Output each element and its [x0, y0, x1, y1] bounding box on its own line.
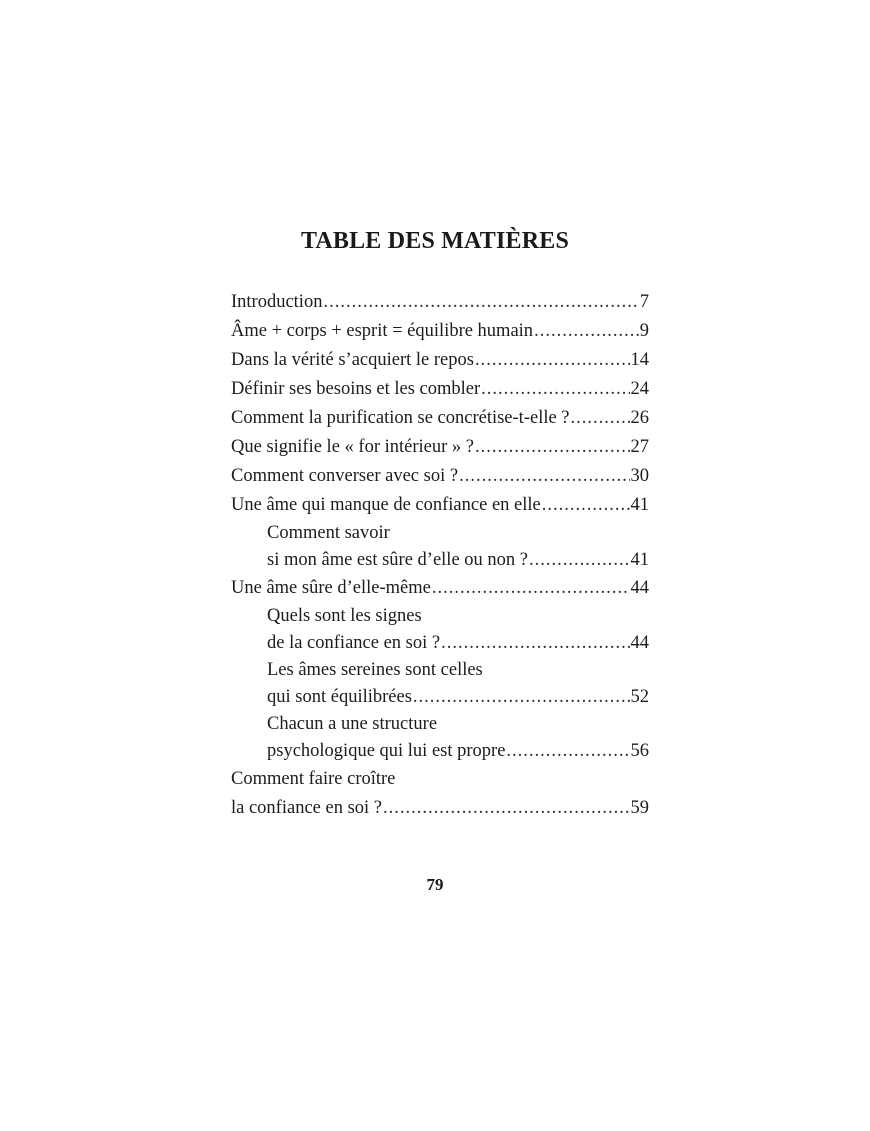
toc-entry-text: de la confiance en soi ? — [267, 633, 441, 653]
toc-entry-text-line1: Les âmes sereines sont celles — [267, 660, 483, 680]
toc-subentry[interactable] — [231, 711, 649, 765]
toc-entry-text-line1: Comment faire croître — [231, 769, 396, 789]
dot-leader — [506, 738, 629, 765]
toc-entry-text-line1: Chacun a une structure — [267, 714, 438, 734]
dot-leader — [441, 630, 629, 657]
toc-entry-page: 44 — [630, 633, 649, 653]
dot-leader — [413, 684, 630, 711]
toc-entry-text: Comment la purification se concrétise-t-elle ? — [231, 408, 570, 428]
dot-leader — [475, 346, 630, 375]
toc-list — [231, 288, 649, 823]
dot-leader — [481, 375, 629, 404]
toc-entry[interactable] — [231, 404, 649, 433]
toc-entry-page: 24 — [630, 379, 649, 399]
toc-entry[interactable] — [231, 462, 649, 491]
dot-leader — [432, 574, 630, 603]
toc-entry-text: Dans la vérité s’acquiert le repos — [231, 350, 474, 370]
toc-entry-text: Une âme sûre d’elle-même — [231, 578, 431, 598]
dot-leader — [534, 317, 639, 346]
toc-entry-text-line1: Quels sont les signes — [267, 606, 422, 626]
toc-entry-text: Une âme qui manque de confiance en elle — [231, 495, 541, 515]
toc-title: TABLE DES MATIÈRES — [300, 228, 570, 254]
toc-entry[interactable] — [231, 317, 649, 346]
toc-entry[interactable] — [231, 574, 649, 603]
toc-entry[interactable] — [231, 375, 649, 404]
toc-entry-page: 59 — [630, 798, 649, 818]
dot-leader — [323, 288, 638, 317]
toc-entry-text: la confiance en soi ? — [231, 798, 383, 818]
dot-leader — [475, 433, 630, 462]
toc-entry-text: Introduction — [231, 292, 323, 312]
toc-entry-page: 26 — [630, 408, 649, 428]
toc-entry-text: qui sont équilibrées — [267, 687, 412, 707]
toc-entry[interactable] — [231, 433, 649, 462]
toc-entry[interactable] — [231, 491, 649, 520]
toc-entry-page: 9 — [639, 321, 649, 341]
toc-entry-page: 7 — [639, 292, 649, 312]
toc-subentry[interactable] — [231, 603, 649, 657]
toc-entry-text-line1: Comment savoir — [267, 523, 390, 543]
toc-entry-text: Comment converser avec soi ? — [231, 466, 459, 486]
toc-subentry[interactable] — [231, 657, 649, 711]
toc-entry-page: 41 — [630, 550, 649, 570]
toc-entry-text: si mon âme est sûre d’elle ou non ? — [267, 550, 528, 570]
toc-entry-page: 56 — [630, 741, 649, 761]
dot-leader — [383, 794, 629, 823]
toc-entry-page: 44 — [630, 578, 649, 598]
toc-subentry[interactable] — [231, 520, 649, 574]
toc-entry[interactable] — [231, 288, 649, 317]
dot-leader — [571, 404, 630, 433]
toc-entry-page: 14 — [630, 350, 649, 370]
toc-entry-text: Âme + corps + esprit = équilibre humain — [231, 321, 534, 341]
toc-entry-text: Définir ses besoins et les combler — [231, 379, 481, 399]
dot-leader — [529, 547, 630, 574]
dot-leader — [542, 491, 630, 520]
toc-entry[interactable] — [231, 765, 649, 823]
toc-entry[interactable] — [231, 346, 649, 375]
toc-entry-page: 27 — [630, 437, 649, 457]
toc-entry-text: psychologique qui lui est propre — [267, 741, 506, 761]
toc-entry-page: 30 — [630, 466, 649, 486]
page-number: 79 — [426, 875, 444, 894]
toc-entry-page: 52 — [630, 687, 649, 707]
toc-entry-text: Que signifie le « for intérieur » ? — [231, 437, 474, 457]
toc-entry-page: 41 — [630, 495, 649, 515]
dot-leader — [459, 462, 629, 491]
